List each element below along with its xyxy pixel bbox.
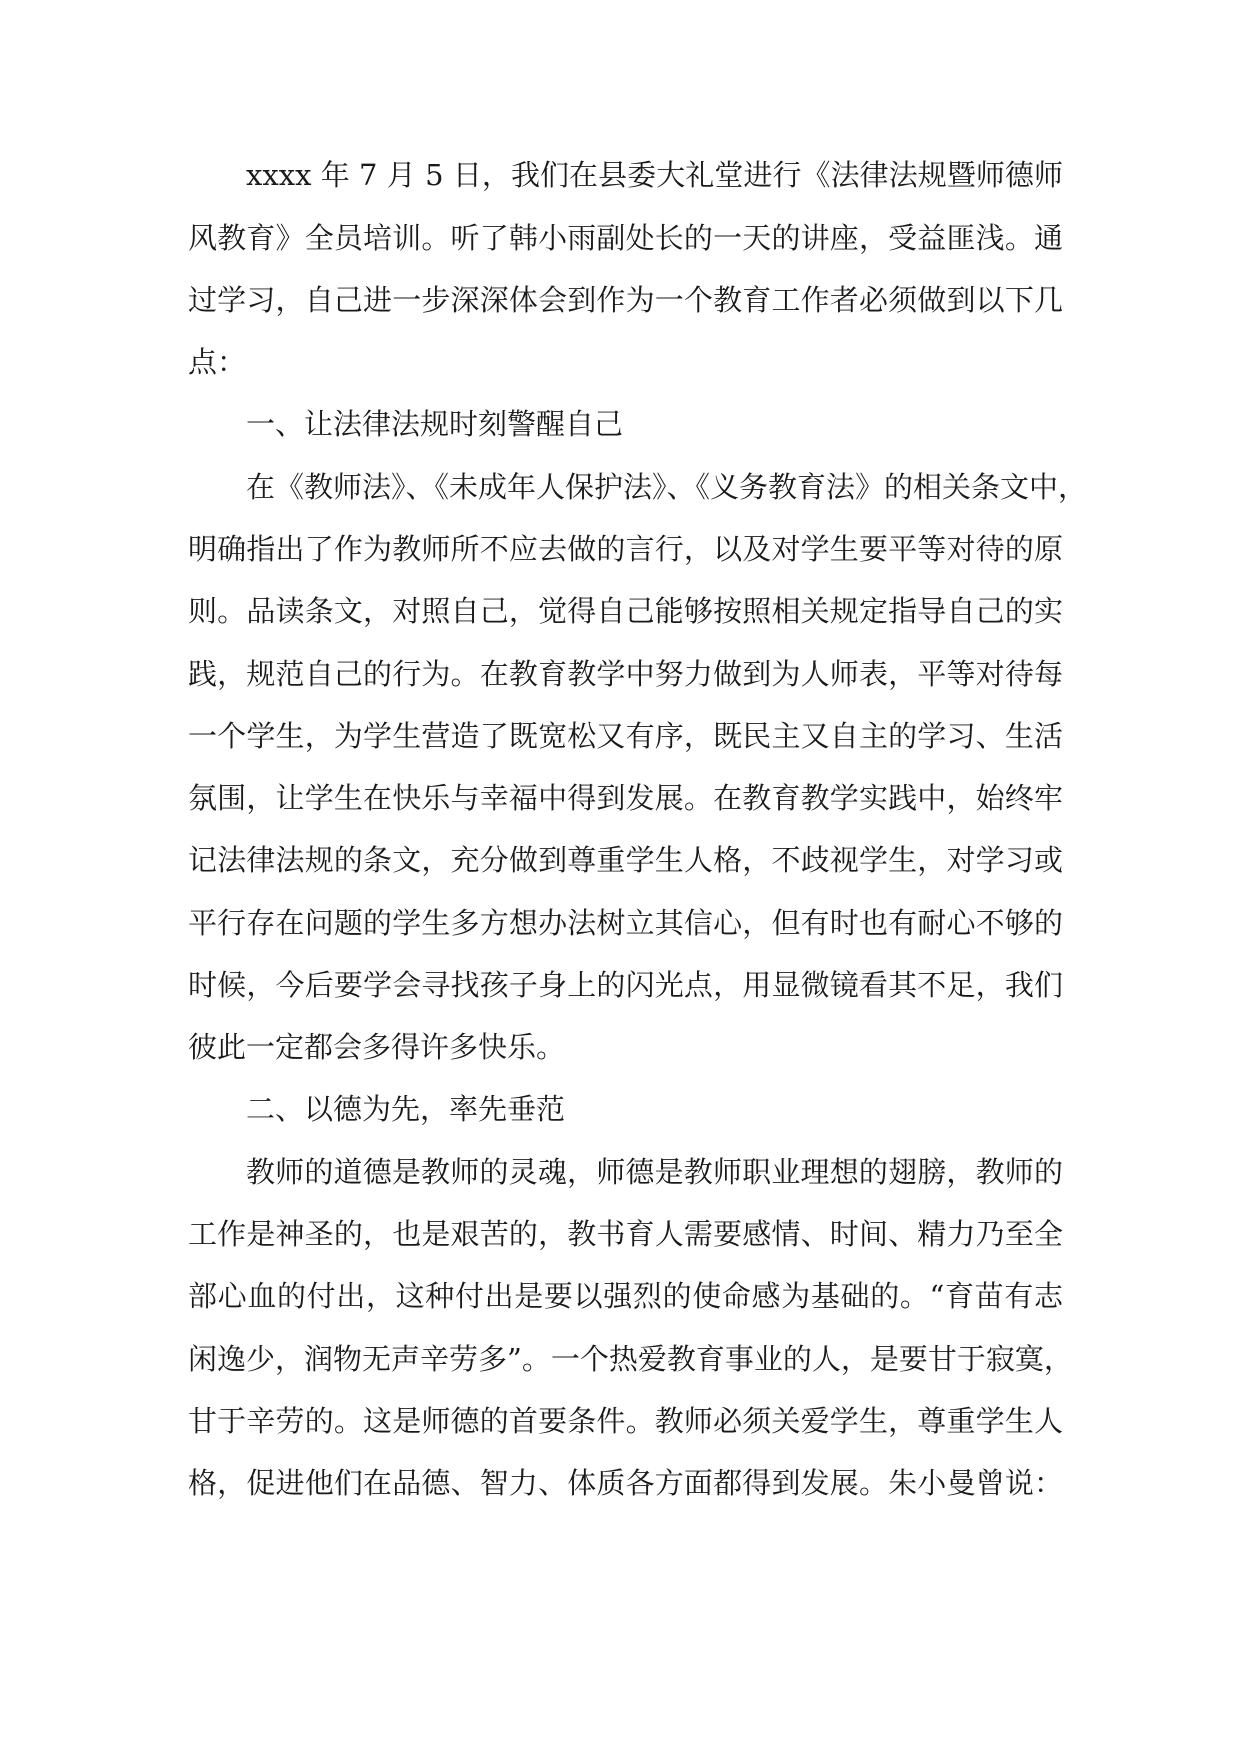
paragraph-1-line-4: 点： bbox=[188, 345, 247, 379]
paragraph-2-line-3: 则。品读条文，对照自己，觉得自己能够按照相关规定指导自己的实 bbox=[188, 594, 1063, 628]
paragraph-2-line-2: 明确指出了作为教师所不应去做的言行，以及对学生要平等对待的原 bbox=[188, 532, 1063, 566]
paragraph-1-line-3: 过学习，自己进一步深深体会到作为一个教育工作者必须做到以下几 bbox=[188, 283, 1063, 317]
section-heading-2: 二、以德为先，率先垂范 bbox=[246, 1092, 566, 1126]
paragraph-2-line-5: 一个学生，为学生营造了既宽松又有序，既民主又自主的学习、生活 bbox=[188, 719, 1063, 753]
paragraph-3-line-1: 教师的道德是教师的灵魂，师德是教师职业理想的翅膀，教师的 bbox=[246, 1155, 1063, 1189]
paragraph-3-line-2: 工作是神圣的，也是艰苦的，教书育人需要感情、时间、精力乃至全 bbox=[188, 1217, 1063, 1251]
paragraph-2-line-8: 平行存在问题的学生多方想办法树立其信心，但有时也有耐心不够的 bbox=[188, 906, 1063, 940]
paragraph-2-line-4: 践，规范自己的行为。在教育教学中努力做到为人师表，平等对待每 bbox=[188, 657, 1063, 691]
paragraph-1-line-1: xxxx 年 7 月 5 日，我们在县委大礼堂进行《法律法规暨师德师 bbox=[246, 158, 1063, 192]
paragraph-3-line-5: 甘于辛劳的。这是师德的首要条件。教师必须关爱学生，尊重学生人 bbox=[188, 1404, 1063, 1438]
paragraph-1-line-2: 风教育》全员培训。听了韩小雨副处长的一天的讲座，受益匪浅。通 bbox=[188, 221, 1063, 255]
paragraph-2-line-7: 记法律法规的条文，充分做到尊重学生人格，不歧视学生，对学习或 bbox=[188, 843, 1063, 877]
paragraph-2-line-9: 时候，今后要学会寻找孩子身上的闪光点，用显微镜看其不足，我们 bbox=[188, 968, 1063, 1002]
paragraph-3-line-6: 格，促进他们在品德、智力、体质各方面都得到发展。朱小曼曾说： bbox=[188, 1466, 1063, 1500]
section-heading-1: 一、让法律法规时刻警醒自己 bbox=[246, 407, 624, 441]
paragraph-3-line-3: 部心血的付出，这种付出是要以强烈的使命感为基础的。“育苗有志 bbox=[188, 1279, 1063, 1313]
paragraph-3-line-4: 闲逸少，润物无声辛劳多”。一个热爱教育事业的人，是要甘于寂寞， bbox=[188, 1342, 1073, 1376]
paragraph-2-line-6: 氛围，让学生在快乐与幸福中得到发展。在教育教学实践中，始终牢 bbox=[188, 781, 1063, 815]
paragraph-2-line-10: 彼此一定都会多得许多快乐。 bbox=[188, 1030, 566, 1064]
paragraph-2-line-1: 在《教师法》、《未成年人保护法》、《义务教育法》的相关条文中， bbox=[246, 470, 1088, 504]
